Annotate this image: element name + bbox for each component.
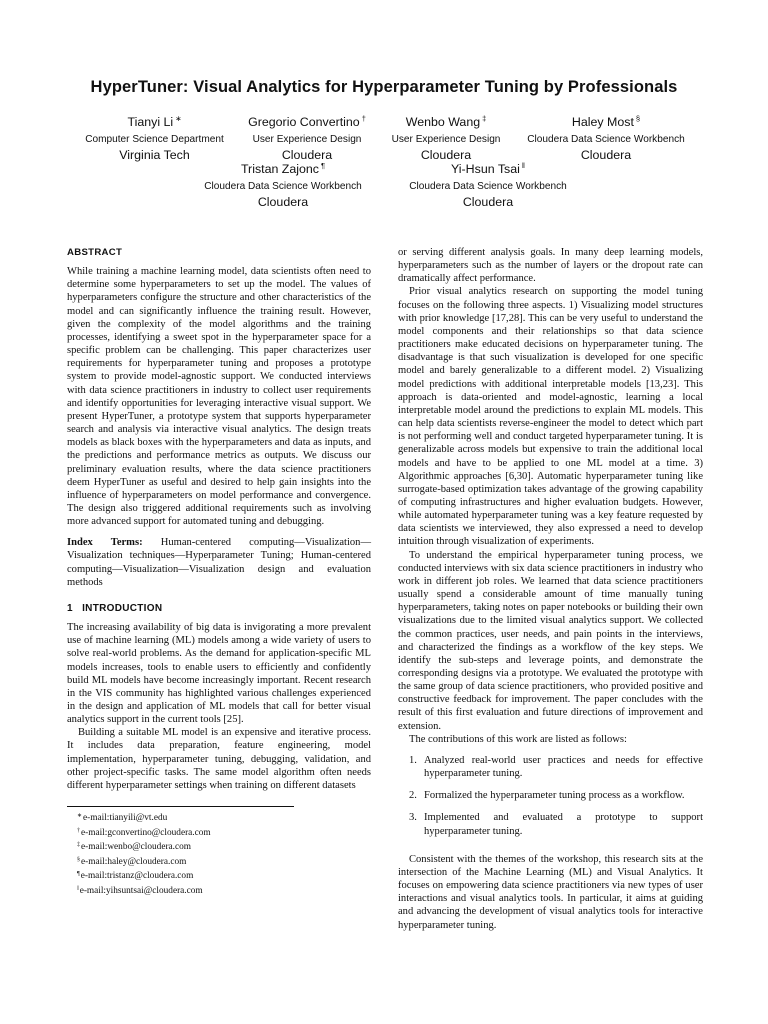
author-organization: Cloudera [257,195,309,209]
author-block [67,111,242,163]
intro-paragraph-2: Building a suitable ML model is an expensive and iterative process. It includes data preparation, feature engineering, model implementation, hyperparameter tuning, debugging, validation, and other project-specific tasks. The same model algorithm often needs different hyperparameter settings when training on different datasets [67,727,371,791]
author-organization: Cloudera [462,195,514,209]
author-block [515,111,697,163]
author-organization: Cloudera [420,148,472,162]
body-paragraph: Consistent with the themes of the workshop, this research sits at the intersection of the Machine Learning (ML) and Visual Analytics. It focuses on empowering data science practitioners via new types of user interactions and visual analytics tools. In particular, it aims at guiding and advancing the development of visual analytics tools for interactive hyperparameter tuning. [398,853,703,931]
abstract-text: While training a machine learning model, data scientists often need to determine some hyperparameters to set up the model. The values of hyperparameters configure the structure and other characteristics of the model and can significantly influence the training result. However, given the complexity of the model algorithms and the training processes, identifying a sweet spot in the hyperparameter space for a specific problem can be challenging. This paper characterizes user requirements for hyperparameter tuning and proposes a prototype system to provide model-agnostic support. We conducted interviews with data science practitioners in industry to collect user requirements and identify opportunities for leveraging interactive visual support. We present HyperTuner, a prototype system that supports hyperparameter search and analysis via interactive visual analytics. The design treats models as black boxes with the hyperparameters and data as inputs, and the predictions and performance metrics as outputs. We discuss our preliminary evaluation results, where the data science practitioners deem HyperTuner as useful and desired to help gain insights into the influence of hyperparameters on model performance and convergence. The design also triggered additional requirements such as involving more advanced support for automated tuning and debugging. [67,266,371,528]
author-affiliation: User Experience Design [391,134,501,145]
index-terms-label: Index Terms: [67,537,143,549]
author-block [226,111,388,163]
left-column [67,246,371,792]
body-paragraph: or serving different analysis goals. In many deep learning models, hyperparameters such as the number of layers or the dropout rate can dramatically affect performance. [398,247,703,285]
author-block [376,111,516,163]
footnote: ¶e-mail:tristanz@cloudera.com [77,871,194,882]
author-affiliation: Cloudera Data Science Workbench [409,181,567,192]
footnote: ‡e-mail:wenbo@cloudera.com [77,842,192,853]
abstract-heading: ABSTRACT [67,247,123,258]
author-block [393,158,583,210]
author-affiliation: User Experience Design [252,134,362,145]
footnote: ‖e-mail:yihsuntsai@cloudera.com [77,885,203,896]
list-item: 2. Formalized the hyperparameter tuning process as a workflow. [409,790,685,802]
body-paragraph: To understand the empirical hyperparameter tuning process, we conducted interviews with six data science practitioners in industry who work in different job roles. We learned that data science practitioners usually spend a considerable amount of time manually tuning hyperparameters, taking notes on paper notebooks or building their own visualizations due to the limited visual analytics support. We collected the common practices, user needs, and pain points in the interviews, and characterized the findings as a workflow of the key steps. We identify the sub-steps and leverage points, and demonstrate the corresponding designs via a prototype. We evaluated the prototype with the same group of data science practitioners, who provided positive and constructive feedback for improvement. The paper concludes with the result of this first evaluation and future directions of improvement and extension. [398,549,703,732]
author-block [188,158,378,210]
index-terms-text: Human-centered computing—Visualization—Visualization techniques—Hyperparameter Tuning; Human-centered computing—Visualization—Visualization design and evaluation methods [67,537,371,588]
author-affiliation: Cloudera Data Science Workbench [527,134,685,145]
contributions-list [398,754,703,838]
author-name: Wenbo Wang ‡ [405,114,487,129]
footnote: §e-mail:haley@cloudera.com [77,856,187,867]
author-name: Haley Most § [571,114,641,129]
author-affiliation: Cloudera Data Science Workbench [204,181,362,192]
index-terms [67,536,371,589]
author-organization: Cloudera [580,148,632,162]
footnote-rule [67,806,294,807]
body-paragraph: The contributions of this work are listed as follows: [409,733,627,745]
author-name: Tianyi Li ∗ [127,114,182,129]
author-name: Tristan Zajonc ¶ [240,161,326,176]
paper-title: HyperTuner: Visual Analytics for Hyperparameter Tuning by Professionals [90,78,678,96]
list-item: 3. Implemented and evaluated a prototype to support hyperparameter tuning. [409,812,703,837]
intro-paragraph-1: The increasing availability of big data is invigorating a more prevalent use of machine learning (ML) models among a wide variety of users to solve real-world problems. As the demand for application-specific ML models increases, tools to enable users to efficiently and confidently build ML models have become increasingly important. Recent research in the VIS community has highlighted various challenges experienced in the design and application of ML models that call for better visual analytics support in the current tools [25]. [67,622,371,726]
introduction-heading: 1 INTRODUCTION [67,602,163,614]
author-name: Yi-Hsun Tsai ‖ [451,161,525,176]
footnote: ∗e-mail:tianyili@vt.edu [77,813,168,823]
body-paragraph: Prior visual analytics research on supporting the model tuning focuses on the following three aspects. 1) Visualizing model structures with prior knowledge [17,28]. This can be very useful to understand the model components and their relationships so that data science practitioners make educated decisions on hyperparameter tuning. The disadvantage is that such visualization is developed for one specific model and barely generalizable to a different model. 2) Visualizing model predictions with additional interpretable models [13,23]. This approach is data-oriented and model-agnostic, learning a local interpretable model around the predictions to explain ML models. This can help data scientists reverse-engineer the model to detect which part is not performing well and conduct targeted hyperparameter tuning. It is generalizable across models but expensive to train the additional local models and have to be applied to one ML model at a time. 3) Algorithmic approaches [6,30]. Automatic hyperparameter tuning like surrogate-based optimization takes advantage of the growing capability of computing infrastructures and higher evaluation budgets. However, while automated hyperparameter tuning was a key feature requested by data scientists we interviewed, they also expressed a need to develop intuition through visualization of experiments. [398,286,703,548]
footnote: †e-mail:gconvertino@cloudera.com [77,827,211,838]
footnotes [77,810,337,898]
author-affiliation: Computer Science Department [85,134,224,145]
author-organization: Cloudera [281,148,333,162]
author-organization: Virginia Tech [119,148,190,162]
author-name: Gregorio Convertino † [248,114,366,129]
right-column [398,246,703,932]
list-item: 1. Analyzed real-world user practices and needs for effective hyperparameter tuning. [409,754,703,780]
